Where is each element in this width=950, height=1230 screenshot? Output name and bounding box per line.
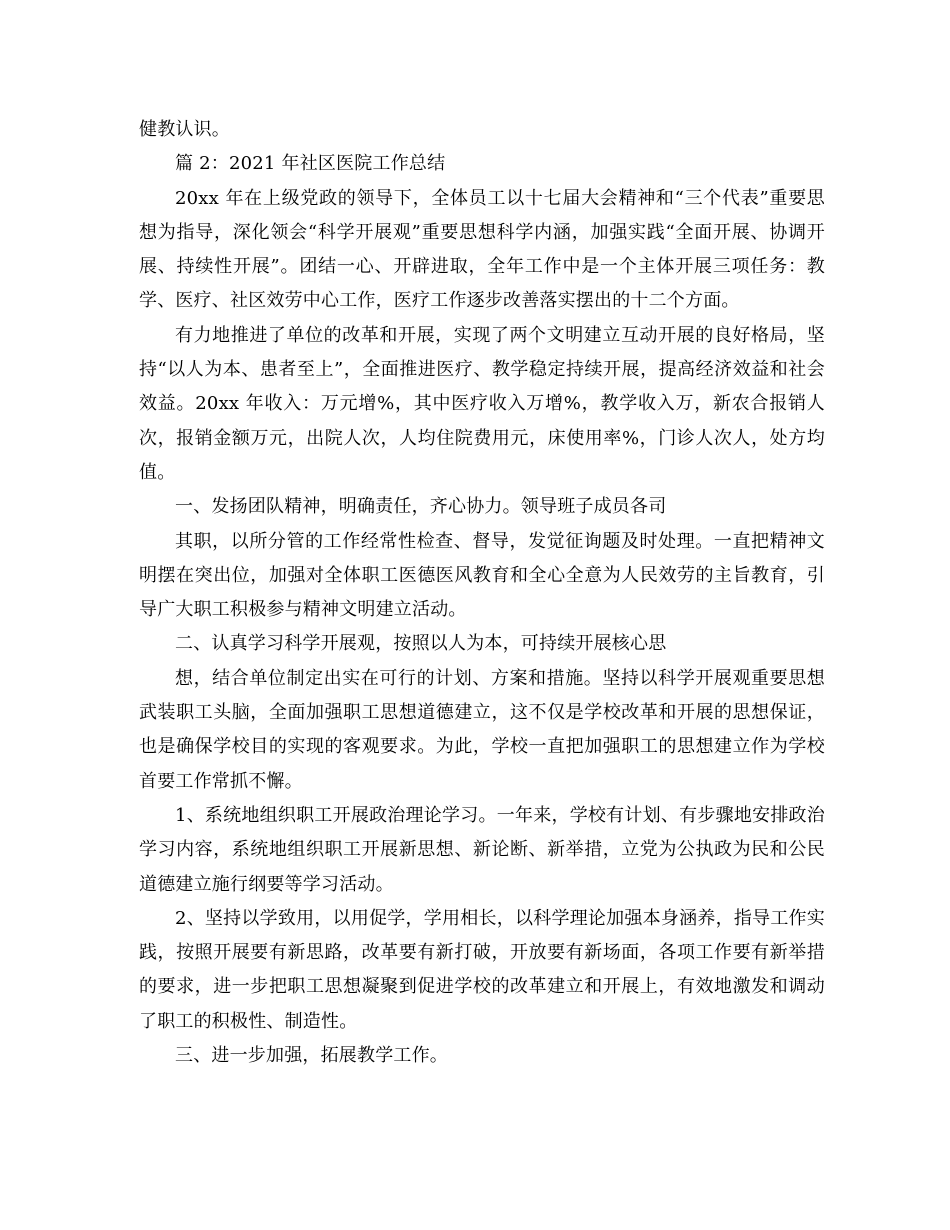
document-body [139, 113, 825, 1073]
item-heading: 一、发扬团队精神，明确责任，齐心协力。领导班子成员各司 [175, 496, 667, 518]
paragraph: 想，结合单位制定出实在可行的计划、方案和措施。坚持以科学开展观重要思想武装职工头脑，全面加强职工思想道德建立，这不仅是学校改革和开展的思想保证，也是确保学校目的实现的客观要求。为此，学校一直把加强职工的思想建立作为学校首要工作常抓不懈。 [139, 667, 825, 792]
paragraph-continuation: 健教认识。 [139, 119, 230, 140]
paragraph: 1、系统地组织职工开展政治理论学习。一年来，学校有计划、有步骤地安排政治学习内容，系统地组织职工开展新思想、新论断、新举措，立党为公执政为民和公民道德建立施行纲要等学习活动。 [139, 804, 825, 895]
paragraph: 2、坚持以学致用，以用促学，学用相长，以科学理论加强本身涵养，指导工作实践，按照开展要有新思路，改革要有新打破，开放要有新场面，各项工作要有新举措的要求，进一步把职工思想凝聚到促进学校的改革建立和开展上，有效地激发和调动了职工的积极性、制造性。 [139, 907, 825, 1032]
item-heading: 三、进一步加强，拓展教学工作。 [175, 1045, 448, 1067]
paragraph: 有力地推进了单位的改革和开展，实现了两个文明建立互动开展的良好格局，坚持“以人为本、患者至上”，全面推进医疗、教学稳定持续开展，提高经济效益和社会效益。20xx 年收入：万元增%，其中医疗收入万增%，教学收入万，新农合报销人次，报销金额万元，出院人次，人均住院费用元，床使用率%，门诊人次人，处方均值。 [139, 324, 825, 483]
item-heading: 二、认真学习科学开展观，按照以人为本，可持续开展核心思 [175, 633, 667, 655]
paragraph: 其职，以所分管的工作经常性检查、督导，发觉征询题及时处理。一直把精神文明摆在突出位，加强对全体职工医德医风教育和全心全意为人民效劳的主旨教育，引导广大职工积极参与精神文明建立活动。 [139, 530, 825, 621]
section-heading: 篇 2：2021 年社区医院工作总结 [175, 153, 446, 175]
paragraph: 20xx 年在上级党政的领导下，全体员工以十七届大会精神和“三个代表”重要思想为指导，深化领会“科学开展观”重要思想科学内涵，加强实践“全面开展、协调开展、持续性开展”。团结一心、开辟进取，全年工作中是一个主体开展三项任务：教学、医疗、社区效劳中心工作，医疗工作逐步改善落实摆出的十二个方面。 [139, 187, 825, 312]
